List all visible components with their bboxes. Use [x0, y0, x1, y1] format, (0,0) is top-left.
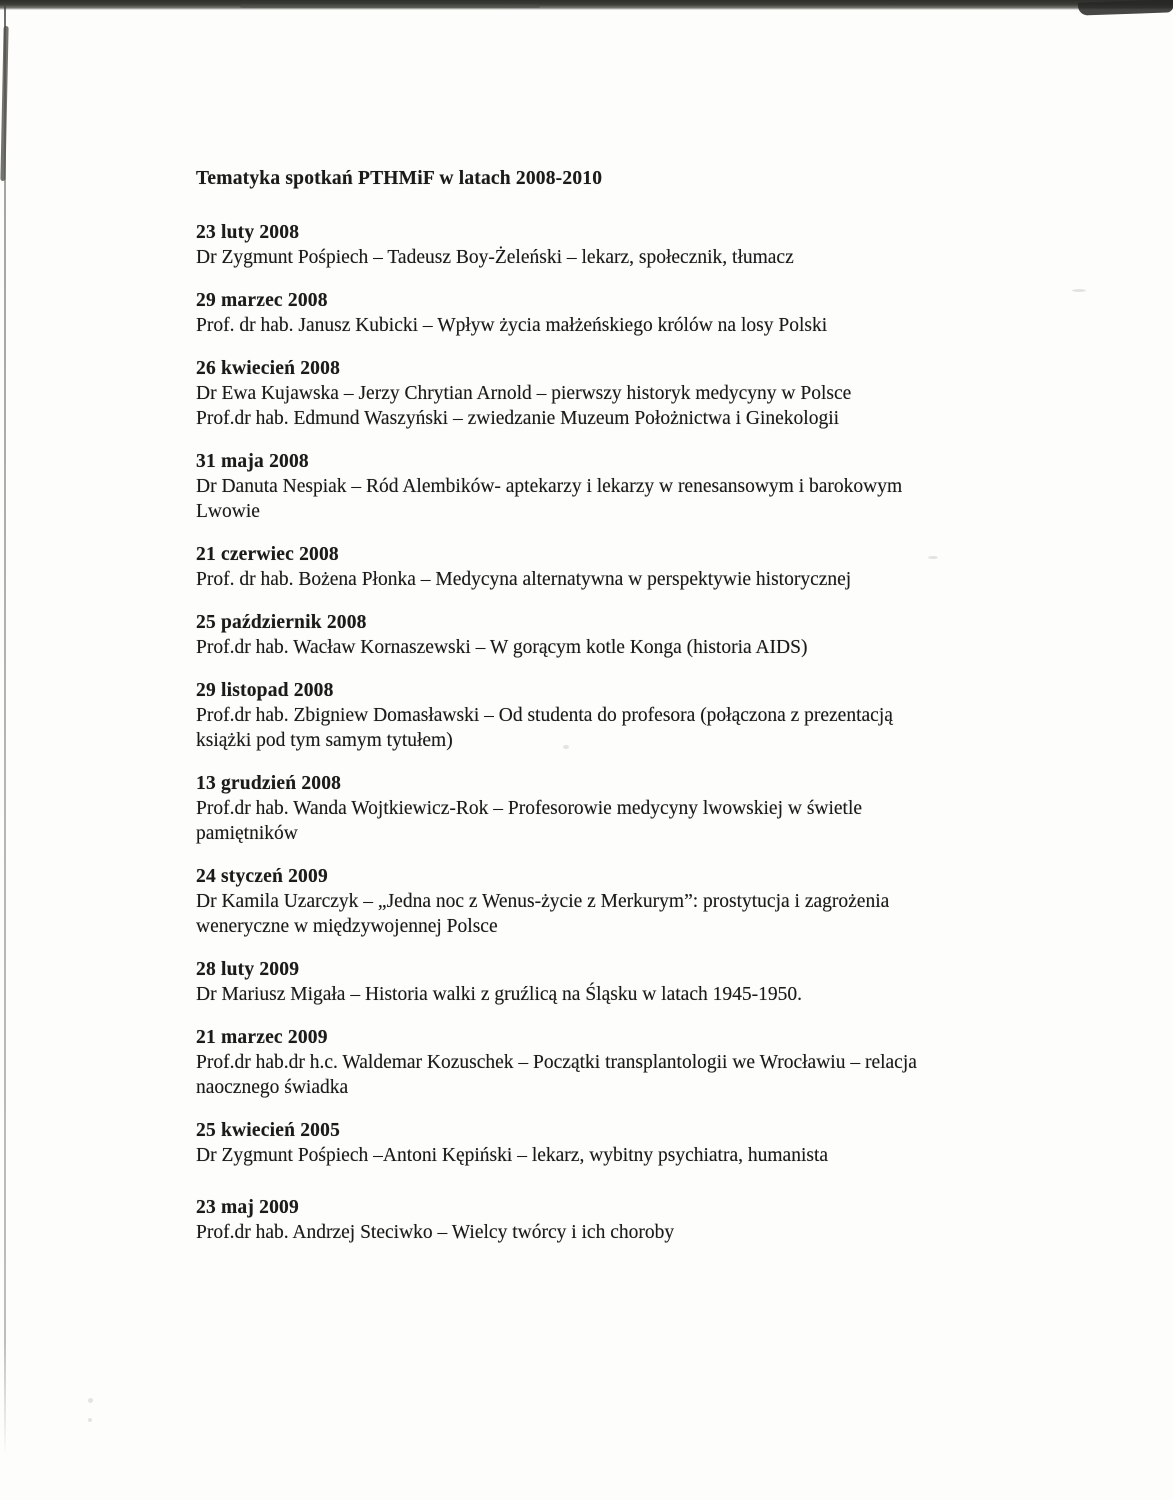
meeting-description-line: Prof.dr hab. Wacław Kornaszewski – W gorącym kotle Konga (historia AIDS) — [196, 637, 808, 658]
scan-edge-top — [0, 0, 1173, 10]
meeting-entries-list — [196, 220, 1123, 1245]
meeting-description-line: Lwowie — [196, 501, 260, 522]
meeting-description-line: Prof.dr hab.dr h.c. Waldemar Kozuschek – Początki transplantologii we Wrocławiu – relacja — [196, 1052, 917, 1073]
meeting-entry — [196, 1118, 1123, 1168]
scan-edge-left-corner-mark — [0, 26, 8, 181]
scan-speck — [88, 1398, 93, 1403]
meeting-entry — [196, 864, 1123, 939]
meeting-entry — [196, 356, 1123, 431]
meeting-description-line: Prof. dr hab. Bożena Płonka – Medycyna alternatywna w perspektywie historycznej — [196, 569, 852, 590]
meeting-entry — [196, 220, 1123, 270]
meeting-entry — [196, 1025, 1123, 1100]
meeting-date: 29 listopad 2008 — [196, 680, 334, 701]
meeting-date: 25 kwiecień 2005 — [196, 1120, 341, 1141]
meeting-description-line: weneryczne w międzywojennej Polsce — [196, 916, 498, 937]
meeting-entry — [196, 610, 1123, 660]
meeting-date: 21 marzec 2009 — [196, 1027, 328, 1048]
meeting-date: 31 maja 2008 — [196, 451, 309, 472]
meeting-date: 13 grudzień 2008 — [196, 773, 342, 794]
meeting-entry — [196, 678, 1123, 753]
meeting-description-line: Prof.dr hab. Edmund Waszyński – zwiedzanie Muzeum Położnictwa i Ginekologii — [196, 408, 840, 429]
meeting-date: 29 marzec 2008 — [196, 290, 328, 311]
meeting-entry — [196, 288, 1123, 338]
meeting-description-line: Dr Ewa Kujawska – Jerzy Chrytian Arnold – pierwszy historyk medycyny w Polsce — [196, 383, 852, 404]
scan-edge-top-streak — [240, 4, 540, 8]
meeting-description-line: pamiętników — [196, 823, 298, 844]
meeting-entry — [196, 449, 1123, 524]
meeting-description-line: Dr Kamila Uzarczyk – „Jedna noc z Wenus-życie z Merkurym”: prostytucja i zagrożenia — [196, 891, 890, 912]
meeting-date: 28 luty 2009 — [196, 959, 300, 980]
meeting-entry — [196, 957, 1123, 1007]
meeting-date: 23 maj 2009 — [196, 1197, 299, 1218]
meeting-description-line: Prof. dr hab. Janusz Kubicki – Wpływ życia małżeńskiego królów na losy Polski — [196, 315, 828, 336]
scan-speck — [88, 1418, 92, 1422]
meeting-entry — [196, 771, 1123, 846]
scan-edge-left-line — [4, 6, 6, 1456]
meeting-description-line: Dr Danuta Nespiak – Ród Alembików- aptekarzy i lekarzy w renesansowym i barokowym — [196, 476, 903, 497]
meeting-date: 25 październik 2008 — [196, 612, 367, 633]
meeting-description-line: Dr Zygmunt Pośpiech – Tadeusz Boy-Żeleński – lekarz, społecznik, tłumacz — [196, 247, 794, 268]
meeting-date: 26 kwiecień 2008 — [196, 358, 341, 379]
meeting-date: 23 luty 2008 — [196, 222, 300, 243]
meeting-date: 21 czerwiec 2008 — [196, 544, 339, 565]
scan-edge-top-right-streak — [1078, 0, 1173, 16]
meeting-description-line: Dr Zygmunt Pośpiech –Antoni Kępiński – lekarz, wybitny psychiatra, humanista — [196, 1145, 829, 1166]
meeting-description-line: Prof.dr hab. Zbigniew Domasławski – Od studenta do profesora (połączona z prezentacją — [196, 705, 893, 726]
meeting-entry — [196, 542, 1123, 592]
meeting-date: 24 styczeń 2009 — [196, 866, 328, 887]
meeting-description-line: Prof.dr hab. Wanda Wojtkiewicz-Rok – Profesorowie medycyny lwowskiej w świetle — [196, 798, 863, 819]
document-content — [196, 166, 1123, 1263]
document-title: Tematyka spotkań PTHMiF w latach 2008-2010 — [196, 168, 603, 189]
meeting-description-line: książki pod tym samym tytułem) — [196, 730, 453, 751]
meeting-entry — [196, 1195, 1123, 1245]
meeting-description-line: naocznego świadka — [196, 1077, 349, 1098]
meeting-description-line: Prof.dr hab. Andrzej Steciwko – Wielcy twórcy i ich choroby — [196, 1222, 675, 1243]
meeting-description-line: Dr Mariusz Migała – Historia walki z gruźlicą na Śląsku w latach 1945-1950. — [196, 984, 802, 1005]
